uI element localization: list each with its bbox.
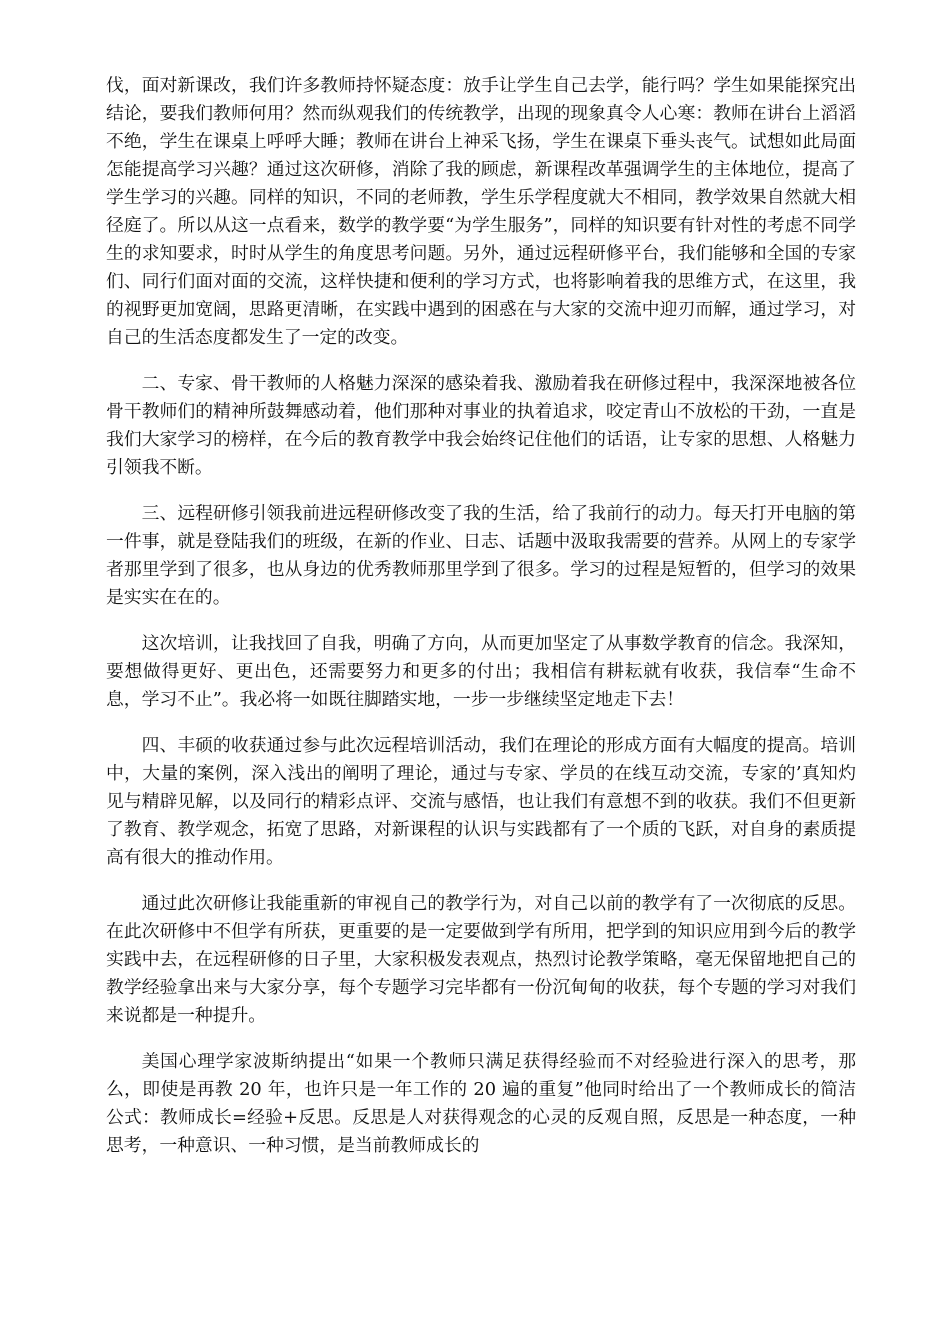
paragraph-section-three: 三、远程研修引领我前进远程研修改变了我的生活，给了我前行的动力。每天打开电脑的第一件事，就是登陆我们的班级，在新的作业、日志、话题中汲取我需要的营养。从网上的专家学者那里学到了很多，也从身边的优秀教师那里学到了很多。学习的过程是短暂的，但学习的效果是实实在在的。: [106, 503, 856, 608]
paragraph-continuation: 伐，面对新课改，我们许多教师持怀疑态度：放手让学生自己去学，能行吗？学生如果能探究出结论，要我们教师何用？然而纵观我们的传统教学，出现的现象真令人心寒：教师在讲台上滔滔不绝，学生在课桌上呼呼大睡；教师在讲台上神采飞扬，学生在课桌下垂头丧气。试想如此局面怎能提高学习兴趣？通过这次研修，消除了我的顾虑，新课程改革强调学生的主体地位，提高了学生学习的兴趣。同样的知识，不同的老师教，学生乐学程度就大不相同，教学效果自然就大相径庭了。所以从这一点看来，数学的教学要“为学生服务”，同样的知识要有针对性的考虑不同学生的求知要求，时时从学生的角度思考问题。另外，通过远程研修平台，我们能够和全国的专家们、同行们面对面的交流，这样快捷和便利的学习方式，也将影响着我的思维方式，在这里，我的视野更加宽阔，思路更清晰，在实践中遇到的困惑在与大家的交流中迎刃而解，通过学习，对自己的生活态度都发生了一定的改变。: [106, 75, 856, 348]
document-body: [106, 72, 856, 1178]
paragraph-training-reflection: 这次培训，让我找回了自我，明确了方向，从而更加坚定了从事数学教育的信念。我深知，要想做得更好、更出色，还需要努力和更多的付出；我相信有耕耘就有收获，我信奉“生命不息，学习不止”。我必将一如既往脚踏实地，一步一步继续坚定地走下去！: [106, 633, 856, 710]
paragraph-section-two: 二、专家、骨干教师的人格魅力深深的感染着我、激励着我在研修过程中，我深深地被各位骨干教师们的精神所鼓舞感动着，他们那种对事业的执着追求，咬定青山不放松的干劲，一直是我们大家学习的榜样，在今后的教育教学中我会始终记住他们的话语，让专家的思想、人格魅力引领我不断。: [106, 373, 856, 478]
paragraph-posner-quote: 美国心理学家波斯纳提出“如果一个教师只满足获得经验而不对经验进行深入的思考，那么，即使是再教 20 年，也许只是一年工作的 20 遍的重复”他同时给出了一个教师成长的简洁公式：教师成长=经验+反思。反思是人对获得观念的心灵的反观自照，反思是一种态度，一种思考，一种意识、一种习惯，是当前教师成长的: [106, 1051, 856, 1156]
paragraph-section-four: 四、丰硕的收获通过参与此次远程培训活动，我们在理论的形成方面有大幅度的提高。培训中，大量的案例，深入浅出的阐明了理论，通过与专家、学员的在线互动交流，专家的’真知灼见与精辟见解，以及同行的精彩点评、交流与感悟，也让我们有意想不到的收获。我们不但更新了教育、教学观念，拓宽了思路，对新课程的认识与实践都有了一个质的飞跃，对自身的素质提高有很大的推动作用。: [106, 735, 856, 868]
paragraph-self-review: 通过此次研修让我能重新的审视自己的教学行为，对自己以前的教学有了一次彻底的反思。在此次研修中不但学有所获，更重要的是一定要做到学有所用，把学到的知识应用到今后的教学实践中去，在远程研修的日子里，大家积极发表观点，热烈讨论教学策略，毫无保留地把自己的教学经验拿出来与大家分享，每个专题学习完毕都有一份沉甸甸的收获，每个专题的学习对我们来说都是一种提升。: [106, 893, 856, 1026]
